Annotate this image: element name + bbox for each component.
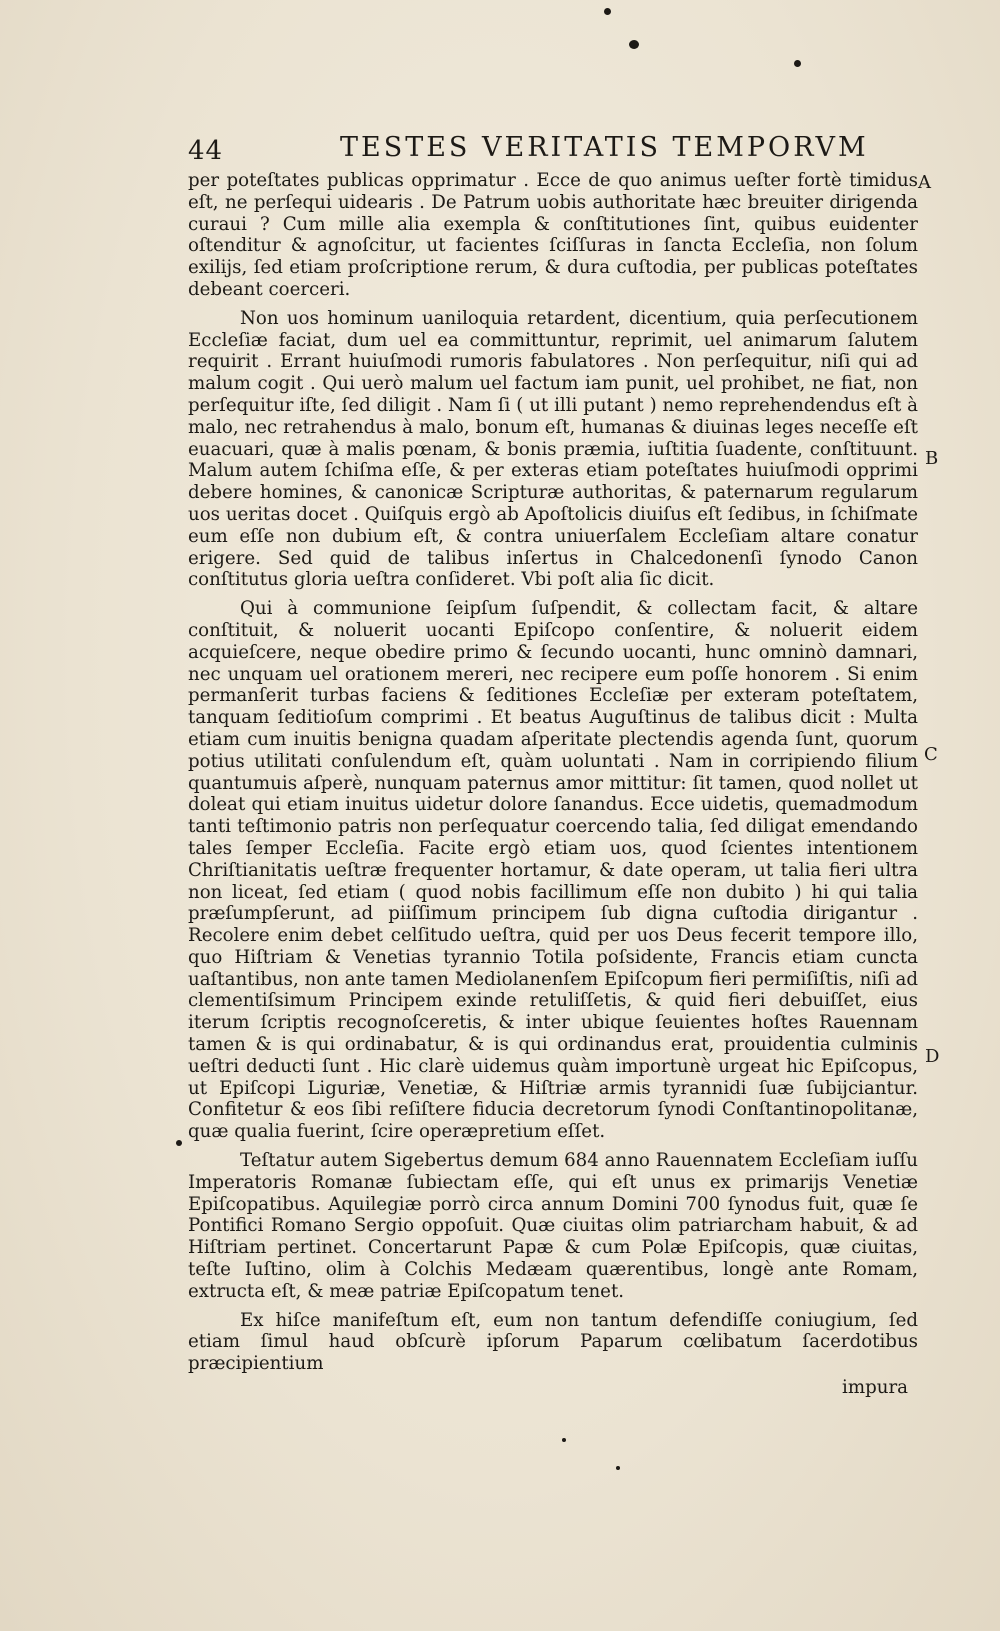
- paragraph-1: per poteſtates publicas opprimatur . Ecce de quo animus ueſter fortè timidus eſt, ne perſequi uidearis . De Patrum uobis authoritate hæc breuiter dirigenda curaui ? Cum mille alia exempla & conſtitutiones ſint, quibus euidenter oſtenditur & agnoſcitur, ut facientes ſciſſuras in ſancta Eccleſia, non ſolum exilijs, ſed etiam proſcriptione rerum, & dura cuſtodia, per publicas poteſtates debeant coerceri.: [188, 170, 918, 300]
- paragraph-2: Non uos hominum uaniloquia retardent, dicentium, quia perſecutionem Eccleſiæ faciat, dum uel ea committuntur, reprimit, uel animarum ſalutem requirit . Errant huiuſmodi rumoris fabulatores . Non perſequitur, niſi qui ad malum cogit . Qui uerò malum uel factum iam punit, uel prohibet, ne fiat, non perſequitur iſte, ſed diligit . Nam ſi ( ut illi putant ) nemo reprehendendus eſt à malo, nec retrahendus à malo, bonum eſt, humanas & diuinas leges neceſſe eſt euacuari, quæ à malis pœnam, & bonis præmia, iuſtitia ſuadente, conſtituunt. Malum autem ſchiſma eſſe, & per exteras etiam poteſtates huiuſmodi opprimi debere homines, & canonicæ Scripturæ authoritas, & paternarum regularum uos ueritas docet . Quiſquis ergò ab Apoſtolicis diuiſus eſt ſedibus, in ſchiſmate eum eſſe non dubium eſt, & contra uniuerſalem Eccleſiam altare conatur erigere. Sed quid de talibus inſertus in Chalcedonenſi ſynodo Canon conſtitutus gloria ueſtra conſideret. Vbi poſt alia ſic dicit.: [188, 307, 918, 591]
- paragraph-3-quotation: Qui à communione ſeipſum ſuſpendit, & collectam facit, & altare conſtituit, & noluerit uocanti Epiſcopo conſentire, & noluerit eidem acquieſcere, neque obedire primo & ſecundo uocanti, hunc omninò damnari, nec unquam uel orationem mereri, nec recipere eum poſſe honorem . Si enim permanſerit turbas faciens & ſeditiones Eccleſiæ per exteram poteſtatem, tanquam ſeditioſum comprimi . Et beatus Auguſtinus de talibus dicit : Multa etiam cum inuitis benigna quadam aſperitate plectendis agenda ſunt, quorum potius utilitati conſulendum eſt, quàm uoluntati . Nam in corripiendo filium quantumuis aſperè, nunquam paternus amor mittitur: ſit tamen, quod nollet ut doleat qui etiam inuitus uidetur dolore ſanandus. Ecce uidetis, quemadmodum tanti teſtimonio patris non perſequatur coercendo talia, ſed diligat emendando tales ſemper Eccleſia. Facite ergò etiam uos, quod ſcientes intentionem Chriſtianitatis ueſtræ frequenter hortamur, & date operam, ut talia fieri ultra non liceat, ſed etiam ( quod nobis facillimum eſſe non dubito ) hi qui talia præſumpſerunt, ad piiſſimum principem ſub digna cuſtodia dirigantur . Recolere enim debet celſitudo ueſtra, quid per uos Deus fecerit tempore illo, quo Hiſtriam & Venetias tyrannio Totila poſsidente, Francis etiam cuncta uaſtantibus, non ante tamen Mediolanenſem Epiſcopum fieri permiſiſtis, niſi ad clementiſsimum Principem exinde retuliſſetis, & quid fieri debuiſſet, eius iterum ſcriptis recognoſceretis, & inter ubique ſeuientes hoſtes Rauennam tamen & is qui ordinabatur, & is qui ordinandus erat, prouidentia culminis ueſtri deducti ſunt . Hic clarè uidemus quàm importunè urgeat hic Epiſcopus, ut Epiſcopi Liguriæ, Venetiæ, & Hiſtriæ armis tyrannidi ſuæ ſubijciantur. Confitetur & eos ſibi reſiſtere fiducia decretorum ſynodi Conſtantinopolitanæ, quæ qualia fuerint, ſcire operæpretium eſſet.: [188, 598, 918, 1143]
- ink-speck: [616, 1466, 620, 1470]
- margin-letter-b: B: [925, 448, 939, 469]
- catchword: impura: [842, 1377, 908, 1399]
- ink-speck: [562, 1438, 566, 1442]
- ink-speck: [794, 60, 801, 67]
- ink-speck: [629, 40, 639, 49]
- margin-letter-c: C: [924, 744, 938, 765]
- running-title: TESTES VERITATIS TEMPORVM: [340, 132, 869, 163]
- body-text: [188, 170, 918, 1399]
- paragraph-5: Ex hiſce manifeſtum eſt, eum non tantum defendiſſe coniugium, ſed etiam ſimul haud obſcurè ipſorum Paparum cœlibatum ſacerdotibus præcipientium: [188, 1309, 918, 1375]
- ink-speck: [176, 1140, 182, 1146]
- margin-letter-d: D: [925, 1046, 940, 1067]
- page-header: [188, 132, 878, 172]
- paragraph-4: Teſtatur autem Sigebertus demum 684 anno Rauennatem Eccleſiam iuſſu Imperatoris Romanæ ſubiectam eſſe, qui eſt unus ex primarijs Venetiæ Epiſcopatibus. Aquilegiæ porrò circa annum Domini 700 ſynodus fuit, quæ ſe Pontifici Romano Sergio oppoſuit. Quæ ciuitas olim patriarcham habuit, & ad Hiſtriam pertinet. Concertarunt Papæ & cum Polæ Epiſcopis, quæ ciuitas, teſte Iuſtino, olim à Colchis Medæam quærentibus, longè ante Romam, extructa eſt, & meæ patriæ Epiſcopatum tenet.: [188, 1150, 918, 1302]
- margin-letter-a: A: [918, 172, 931, 193]
- ink-speck: [604, 8, 611, 15]
- folio-number: 44: [188, 136, 224, 166]
